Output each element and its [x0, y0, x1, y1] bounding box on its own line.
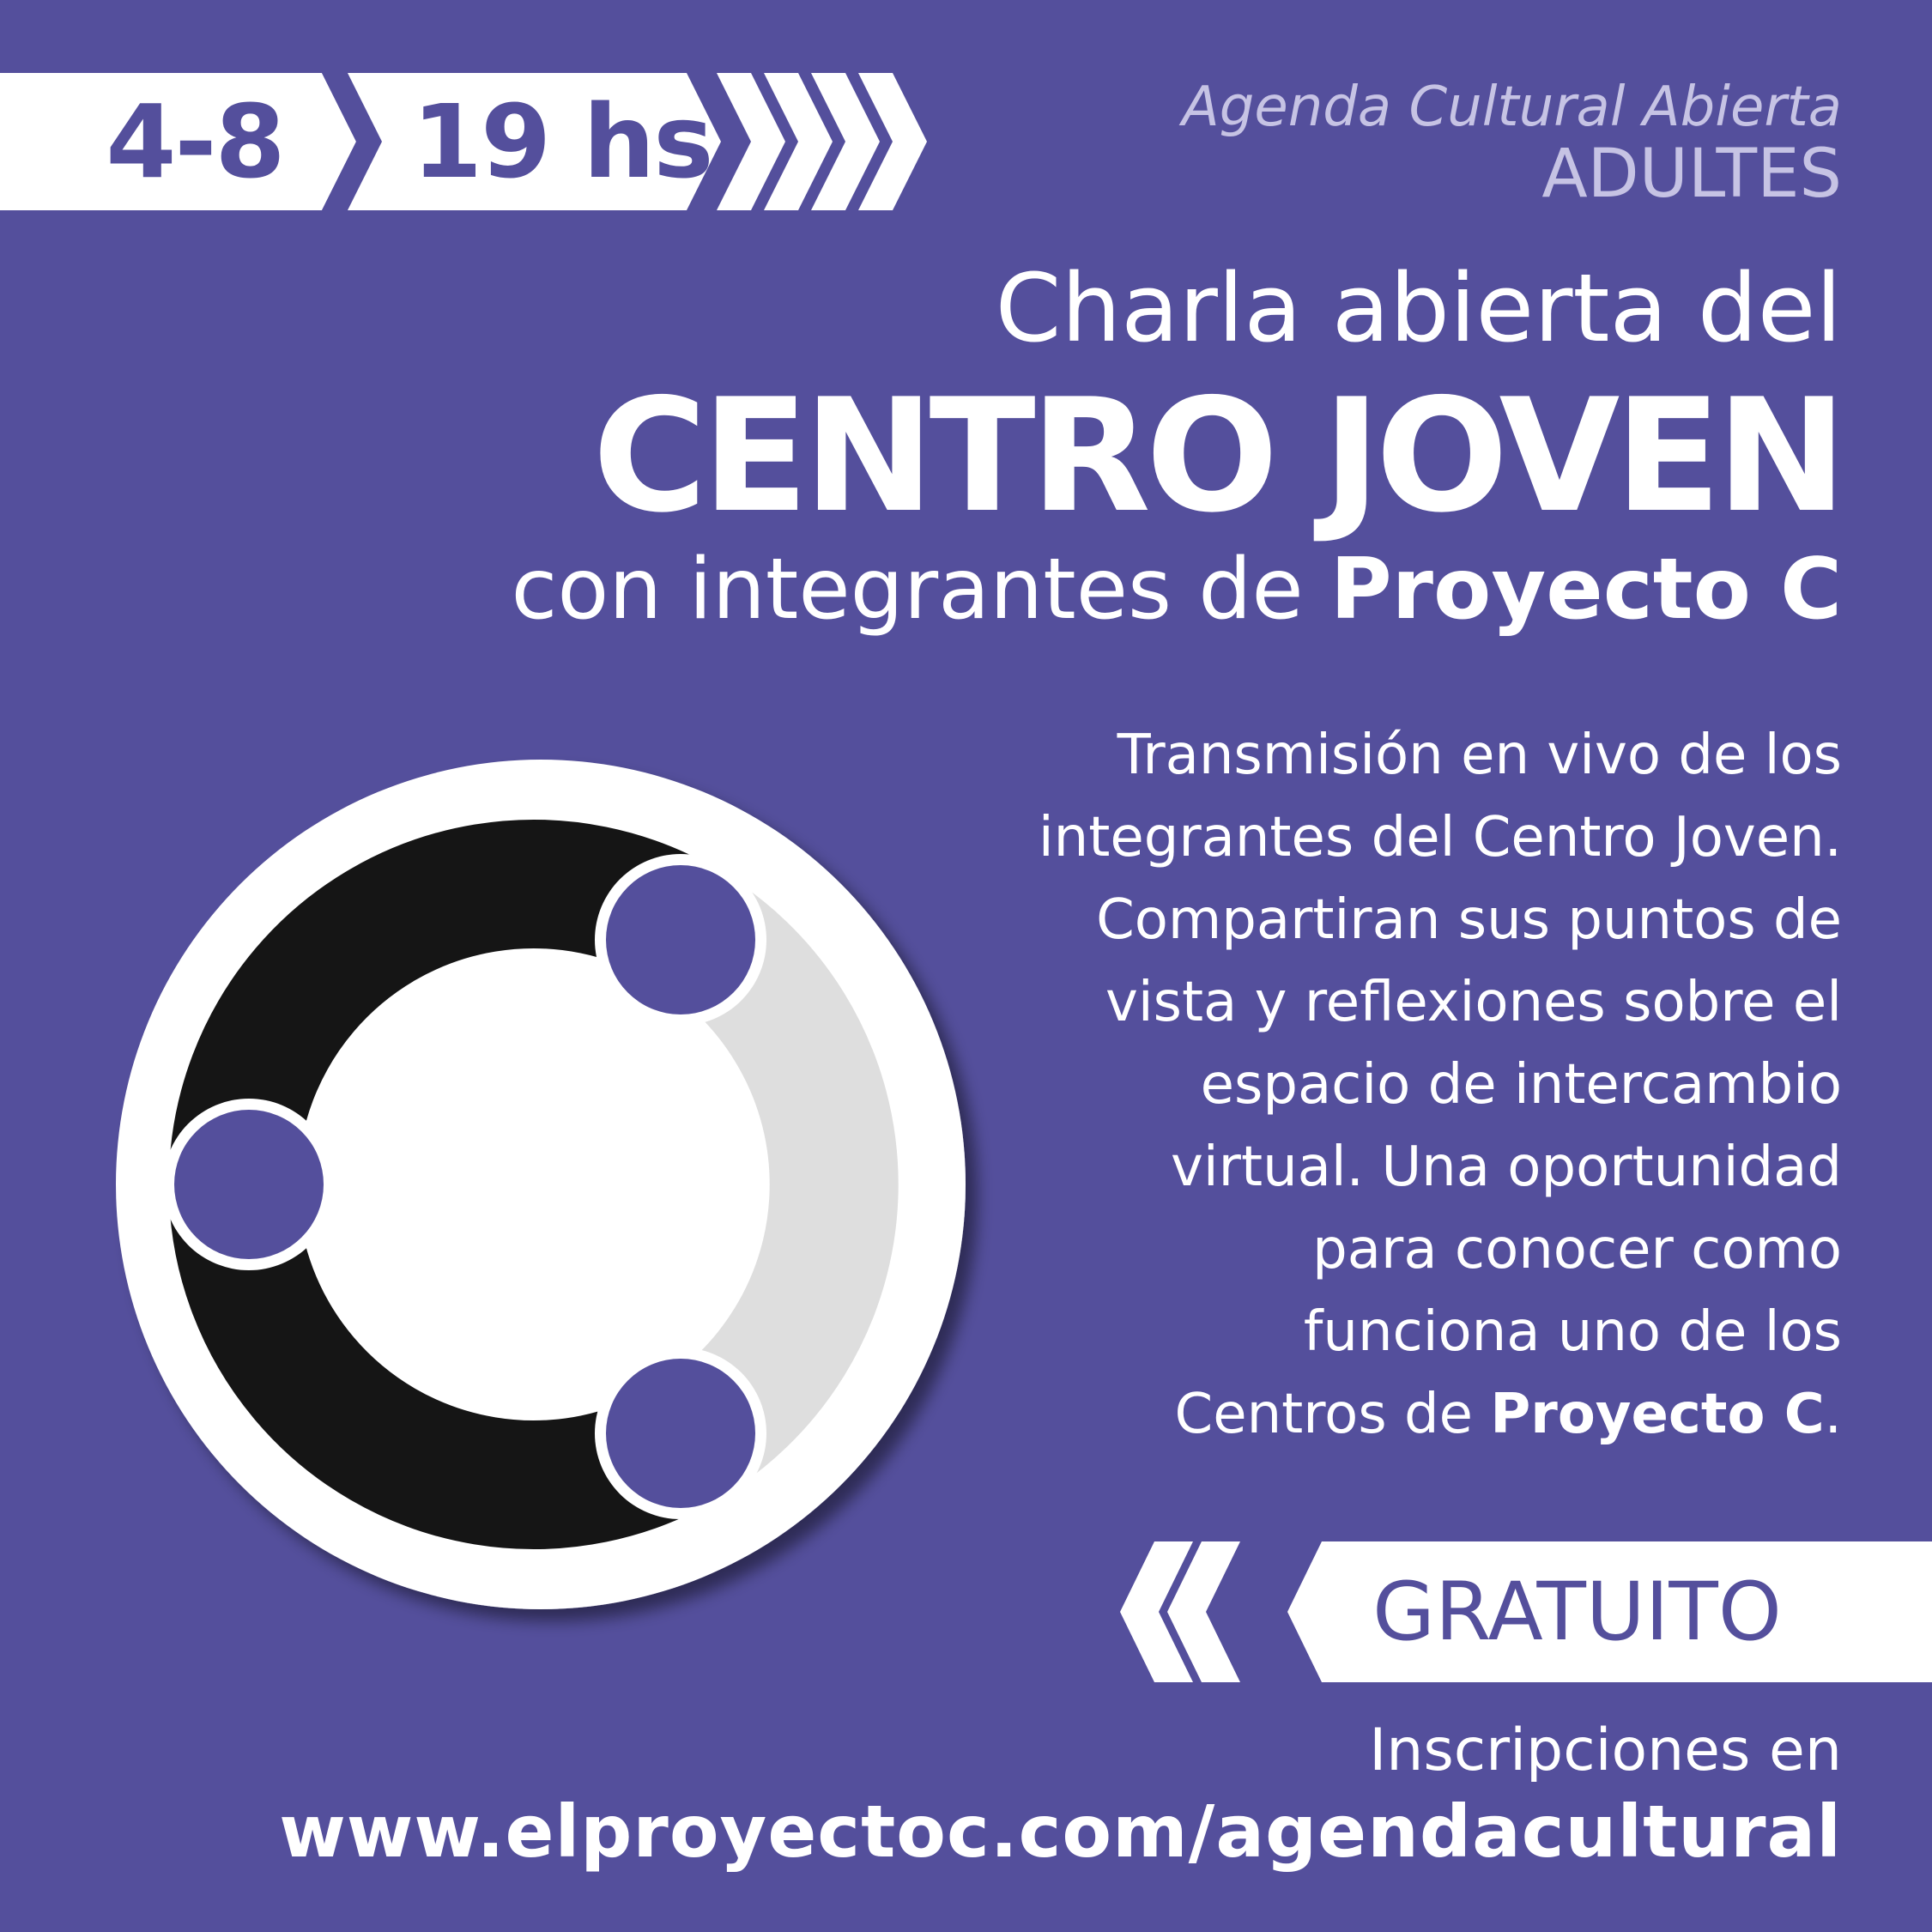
title-subtitle-prefix: con integrantes de [511, 541, 1304, 639]
price-label: GRATUITO [1372, 1566, 1782, 1659]
description-line: funciona uno de los [1303, 1300, 1842, 1364]
signup-url-link[interactable]: www.elproyectoc.com/agendacultural [279, 1790, 1842, 1874]
title-main: CENTRO JOVEN [592, 365, 1842, 547]
description-line: Transmisión en vivo de los [1117, 724, 1842, 787]
title-intro: Charla abierta del [995, 253, 1842, 363]
title-subtitle-brand: Proyecto C [1329, 541, 1842, 639]
description-line: vista y reflexiones sobre el [1105, 971, 1842, 1034]
description-line: Compartiran sus puntos de [1096, 888, 1842, 952]
event-description [958, 714, 1842, 1456]
description-last-line [958, 1373, 1842, 1456]
signup-label: Inscripciones en [1369, 1717, 1842, 1784]
title-subtitle [511, 541, 1842, 639]
description-line: virtual. Una oportunidad [1171, 1136, 1842, 1199]
proyecto-c-logo-icon [77, 717, 1021, 1661]
agenda-heading: Agenda Cultural Abierta [1181, 76, 1842, 139]
description-line: integrantes del Centro Joven. [1038, 806, 1842, 869]
event-time: 19 hs [412, 82, 712, 201]
description-line: espacio de intercambio [1200, 1053, 1842, 1117]
description-line: para conocer como [1312, 1218, 1842, 1281]
description-brand: Proyecto C [1490, 1383, 1825, 1446]
description-last-suffix: . [1824, 1383, 1842, 1446]
audience-label: ADULTES [1541, 136, 1842, 213]
description-last-prefix: Centros de [1174, 1383, 1473, 1446]
event-date: 4-8 [106, 82, 284, 201]
